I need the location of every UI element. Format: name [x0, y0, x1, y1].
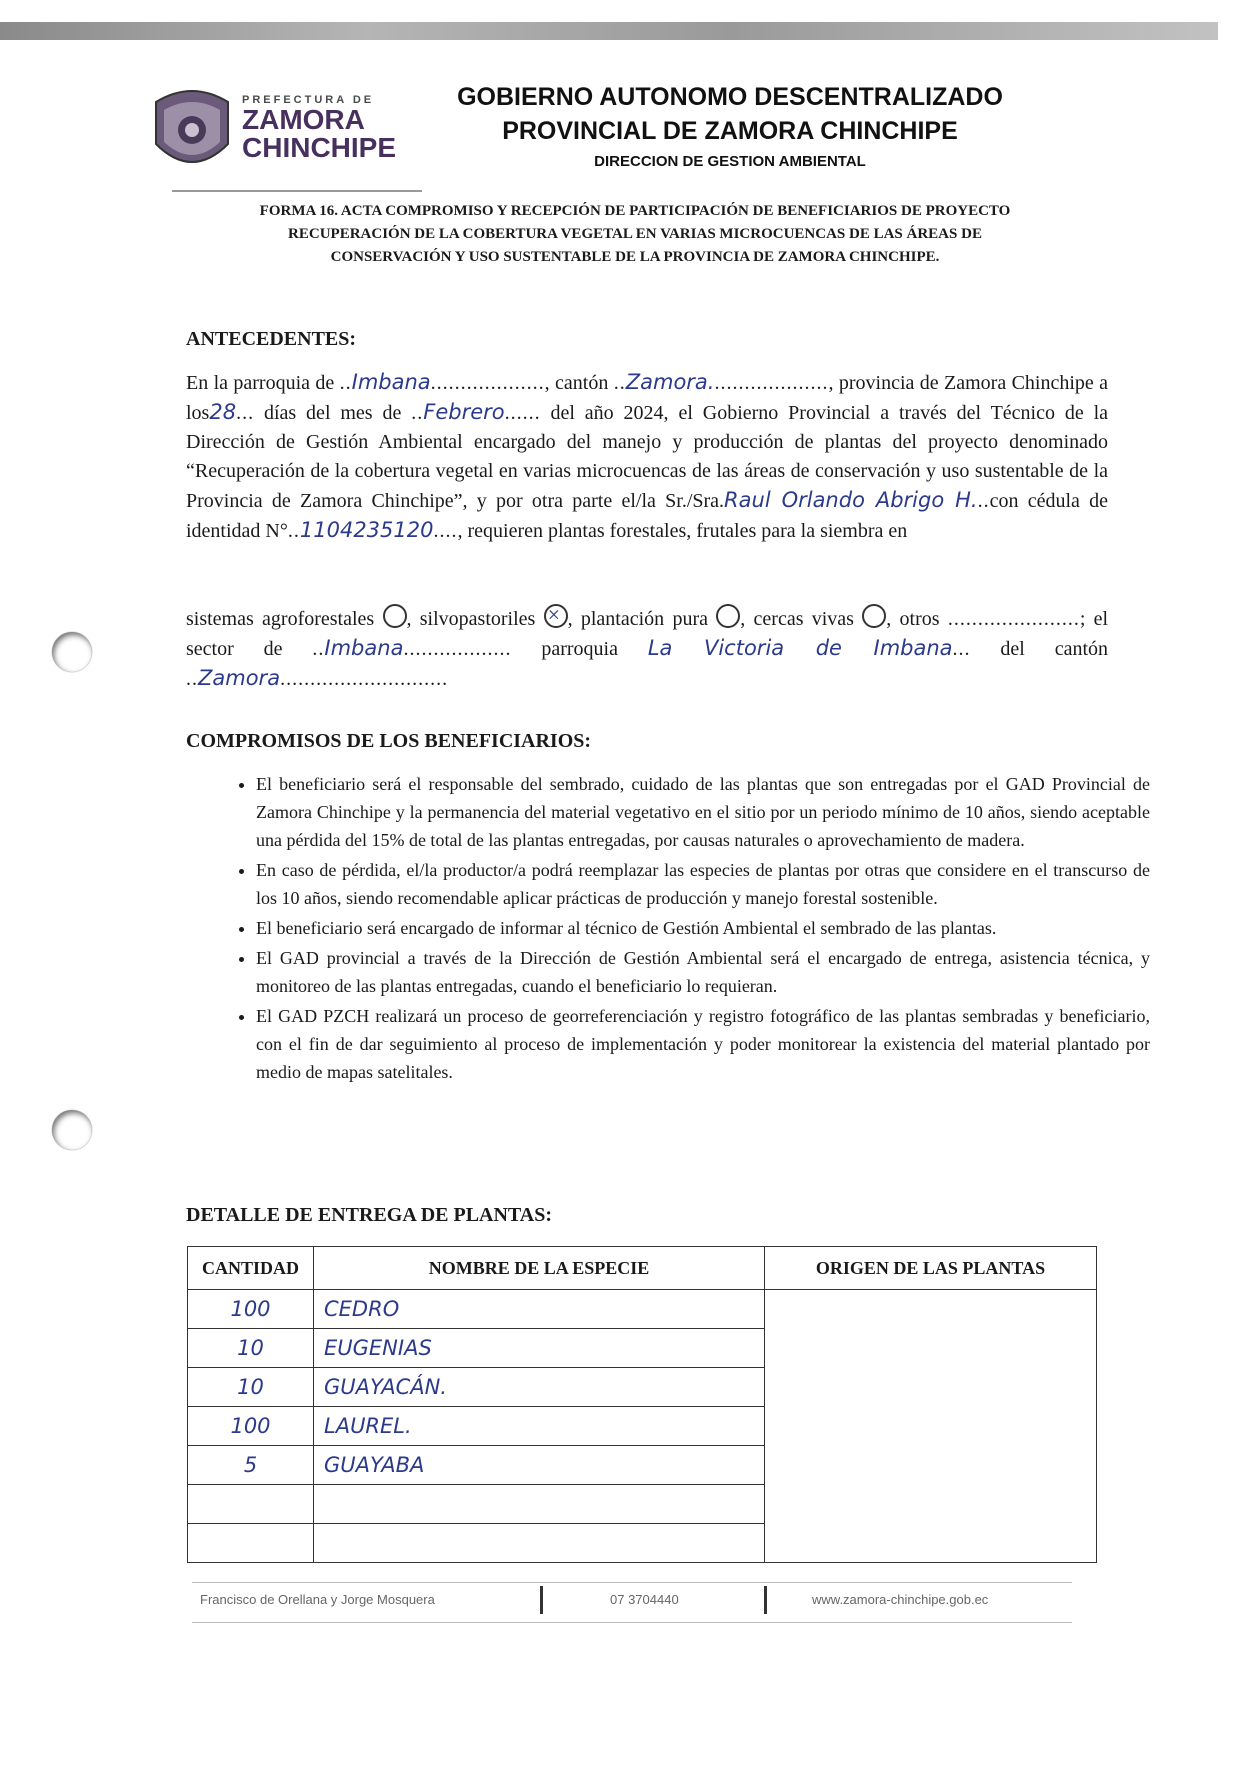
gov-line-3: DIRECCION DE GESTION AMBIENTAL — [594, 153, 866, 170]
plants-table — [187, 1246, 1097, 1563]
origen-cell — [765, 1290, 1097, 1563]
text: del cantón — [1000, 638, 1109, 660]
especie-cell — [314, 1485, 765, 1524]
footer-separator — [764, 1586, 767, 1614]
hw-canton-2: Zamora — [198, 666, 281, 690]
header-divider — [172, 190, 422, 192]
hw-parroquia-2: La Victoria de Imbana — [647, 636, 953, 660]
footer-address: Francisco de Orellana y Jorge Mosquera — [200, 1592, 435, 1607]
checkbox-agroforestales[interactable] — [383, 604, 407, 628]
punch-hole-top — [52, 632, 92, 672]
footer-rule-top — [192, 1582, 1072, 1583]
text: sistemas agroforestales — [186, 608, 375, 630]
sistemas-paragraph: sistemas agroforestales , silvopastoriles × , plantación pura , cercas vivas , otros ......................; el sector de ..Imbana.................. parroquia La Victoria de Imbana... del cantón ..Zamora............................ — [186, 604, 1108, 694]
text: , requieren plantas forestales, frutales para la siembra en — [457, 520, 908, 542]
table-row — [188, 1290, 1097, 1329]
col-especie: NOMBRE DE LA ESPECIE — [314, 1247, 765, 1290]
footer-phone: 07 3704440 — [610, 1592, 679, 1607]
especie-cell: EUGENIAS — [314, 1329, 765, 1368]
footer-web: www.zamora-chinchipe.gob.ec — [812, 1592, 989, 1607]
hw-parroquia: Imbana — [351, 370, 431, 394]
antecedentes-paragraph: En la parroquia de ..Imbana..................., cantón ..Zamora...................., provincia de Zamora Chinchipe a los28... días del mes de ..Febrero...... del año 2024, el Gobierno Provincial a través del Técnico de la Dirección de Gestión Ambiental encargado del manejo y producción de plantas del proyecto denominado “Recuperación de la cobertura vegetal en varias microcuencas de las áreas de conservación y uso sustentable de la Provincia de Zamora Chinchipe”, y por otra parte el/la Sr./Sra.Raul Orlando Abrigo H...con cédula de identidad N°..1104235120...., requieren plantas forestales, frutales para la siembra en — [186, 370, 1109, 542]
text: parroquia — [541, 638, 618, 660]
cantidad-cell: 5 — [188, 1446, 314, 1485]
text: del año 2024, el Gobierno Provincial a través del Técnico de la Dirección de Gestión Ambiental encargado del manejo y producción de plantas del proyecto denominado “Recuperación de la cobertura vegetal en varias microcuencas de las áreas de conservación y uso sustentable de la Provincia de Zamora Chinchipe”, y por otra parte el/la Sr./Sra. — [186, 402, 1109, 512]
especie-cell: LAUREL. — [314, 1407, 765, 1446]
footer-separator — [540, 1586, 543, 1614]
compromisos-heading: COMPROMISOS DE LOS BENEFICIARIOS: — [186, 730, 592, 752]
text: , provincia — [828, 372, 915, 394]
punch-hole-bottom — [52, 1110, 92, 1150]
table-header-row — [188, 1247, 1097, 1290]
text: con cédula de identidad N° — [186, 490, 1109, 542]
checkbox-silvopastoriles-checked[interactable] — [544, 604, 568, 628]
text: días del mes de — [263, 402, 402, 424]
especie-cell — [314, 1524, 765, 1563]
cantidad-cell: 10 — [188, 1329, 314, 1368]
detalle-heading: DETALLE DE ENTREGA DE PLANTAS: — [186, 1204, 552, 1226]
checkbox-cercas-vivas[interactable] — [862, 604, 886, 628]
prefectura-emblem-icon — [150, 84, 234, 180]
logo-chinchipe: CHINCHIPE — [242, 132, 397, 163]
col-cantidad: CANTIDAD — [188, 1247, 314, 1290]
footer-rule-bottom — [192, 1622, 1072, 1623]
text: En la parroquia de — [186, 372, 335, 394]
cantidad-cell: 100 — [188, 1407, 314, 1446]
list-item: • El beneficiario será el responsable del sembrado, cuidado de las plantas que son entregadas por el GAD Provincial de Zamora Chinchipe y la permanencia del material vegetativo en el sitio por un periodo mínimo de 10 años, siendo aceptable una pérdida del 15% de total de las plantas entregadas, por causas naturales o aprovechamiento de madera. — [256, 770, 1150, 854]
form-title — [175, 200, 1095, 269]
hw-mes: Febrero — [423, 400, 505, 424]
gov-line-2: PROVINCIAL DE ZAMORA CHINCHIPE — [502, 117, 958, 145]
text: , cantón — [544, 372, 609, 394]
checkbox-plantacion-pura[interactable] — [716, 604, 740, 628]
text: , silvopastoriles — [406, 608, 536, 630]
gov-line-1: GOBIERNO AUTONOMO DESCENTRALIZADO — [457, 83, 1003, 111]
hw-sector: Imbana — [324, 636, 404, 660]
hw-canton: Zamora. — [625, 370, 715, 394]
cantidad-cell — [188, 1524, 314, 1563]
text: , otros — [886, 608, 940, 630]
logo-small-text: PREFECTURA DE — [242, 94, 375, 106]
cantidad-cell — [188, 1485, 314, 1524]
especie-cell: GUAYABA — [314, 1446, 765, 1485]
especie-cell: CEDRO — [314, 1290, 765, 1329]
compromisos-list — [216, 770, 1150, 1088]
text: de Zamora Chinchipe a los — [186, 372, 1109, 424]
list-item: • El GAD provincial a través de la Dirección de Gestión Ambiental será el encargado de entrega, asistencia técnica, y monitoreo de las plantas entregadas, cuando el beneficiario lo requieran. — [256, 944, 1150, 1000]
cantidad-cell: 10 — [188, 1368, 314, 1407]
hw-cedula: 1104235120 — [299, 518, 434, 542]
letterhead — [150, 80, 1100, 190]
text: , plantación pura — [567, 608, 708, 630]
col-origen: ORIGEN DE LAS PLANTAS — [765, 1247, 1097, 1290]
list-item: • El GAD PZCH realizará un proceso de georreferenciación y registro fotográfico de las plantas sembradas y beneficiario, con el fin de dar seguimiento al proceso de implementación y poder monitorear la existencia del material plantado por medio de mapas satelitales. — [256, 1002, 1150, 1086]
hw-dia: 28 — [209, 400, 237, 424]
especie-cell: GUAYACÁN. — [314, 1368, 765, 1407]
text: , cercas vivas — [740, 608, 854, 630]
list-item: • En caso de pérdida, el/la productor/a podrá reemplazar las especies de plantas por otras que considere en el transcurso de los 10 años, siendo recomendable aplicar prácticas de producción y manejo forestal sostenible. — [256, 856, 1150, 912]
form-title-line-2: RECUPERACIÓN DE LA COBERTURA VEGETAL EN VARIAS MICROCUENCAS DE LAS ÁREAS DE — [288, 226, 982, 242]
text: ; el sector de — [186, 608, 1109, 660]
list-item: • El beneficiario será encargado de informar al técnico de Gestión Ambiental el sembrado de las plantas. — [256, 914, 1150, 942]
antecedentes-heading: ANTECEDENTES: — [186, 328, 357, 350]
logo-zamora: ZAMORA — [242, 104, 365, 135]
cantidad-cell: 100 — [188, 1290, 314, 1329]
form-title-line-3: CONSERVACIÓN Y USO SUSTENTABLE DE LA PROVINCIA DE ZAMORA CHINCHIPE. — [330, 249, 940, 265]
footer — [200, 1582, 1080, 1622]
form-title-line-1: FORMA 16. ACTA COMPROMISO Y RECEPCIÓN DE PARTICIPACIÓN DE BENEFICIARIOS DE PROYECTO — [259, 203, 1011, 219]
hw-nombre: Raul Orlando Abrigo H. — [724, 488, 978, 512]
government-title — [410, 80, 1050, 176]
scan-edge — [0, 22, 1218, 40]
